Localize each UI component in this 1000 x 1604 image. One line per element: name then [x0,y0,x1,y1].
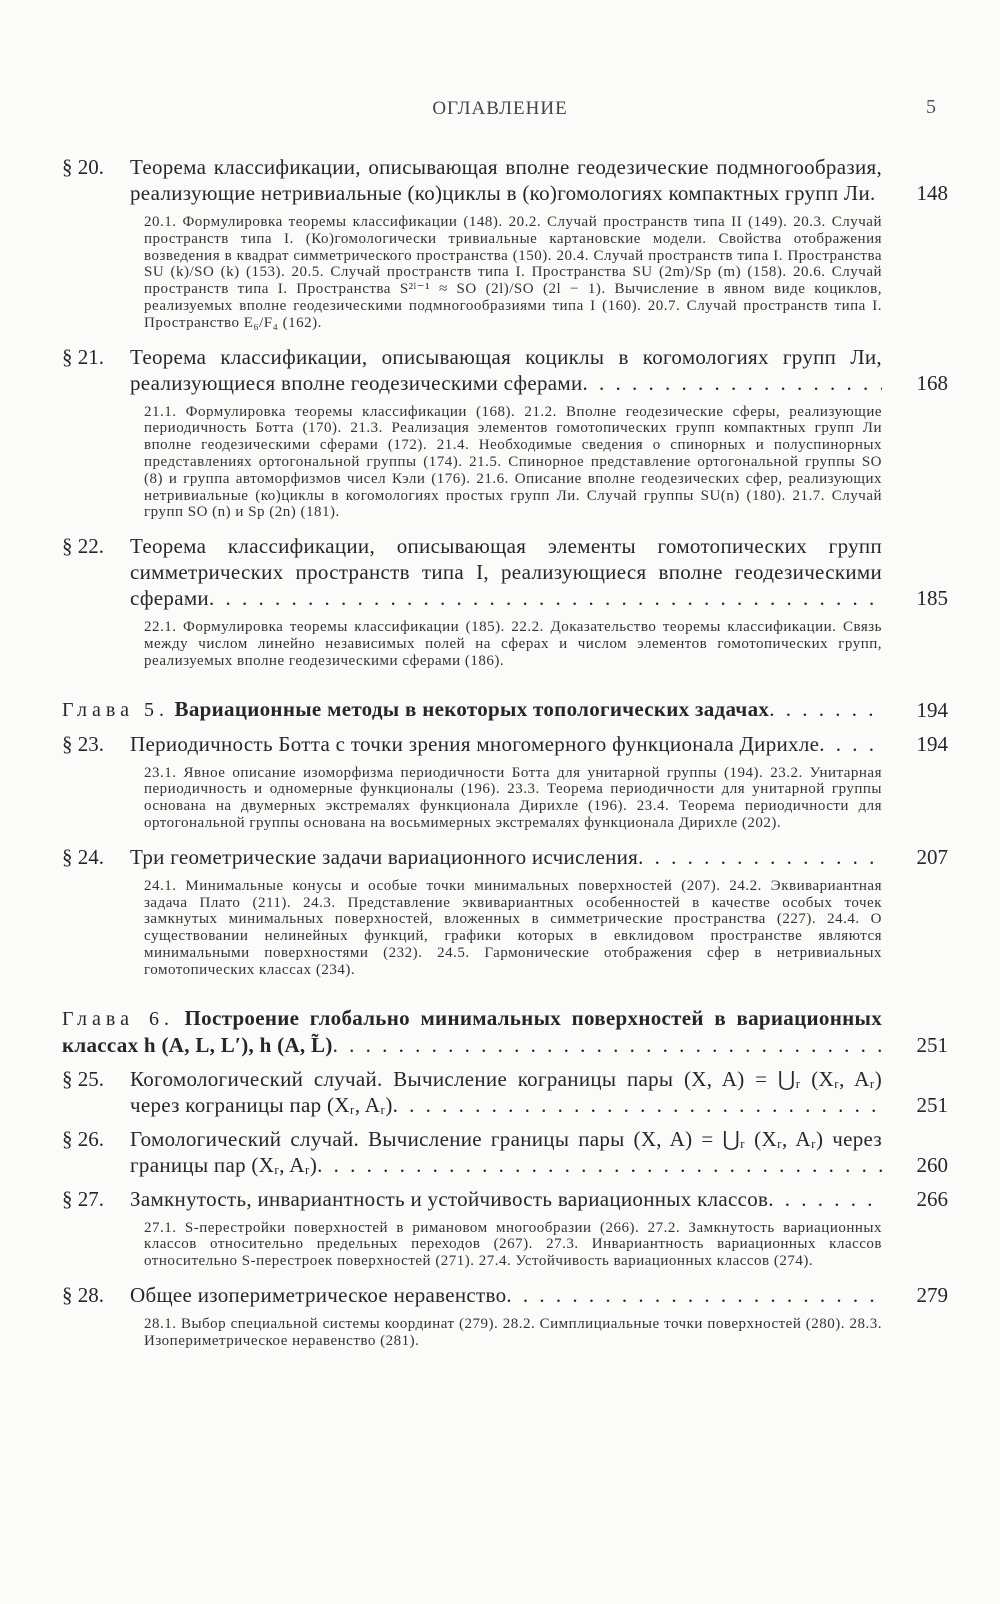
section-title-text: Теорема классификации, описывающая элементы гомотопических групп симметрических пространств типа I, реализующиеся вполне геодезическими сферами [130,534,882,611]
toc-page-number: 266 [916,1186,948,1211]
chapter-heading [62,696,882,723]
toc-chapter [62,696,948,723]
chapter-title: Вариационные методы в некоторых топологических задачах [174,696,770,721]
section-number: § 23. [62,731,104,756]
section-number: § 24. [62,844,104,869]
running-header: ОГЛАВЛЕНИЕ [432,98,568,119]
section-title [130,533,882,611]
toc-page-number: 207 [916,844,948,869]
section-title-text: Три геометрические задачи вариационного исчисления [130,844,639,869]
section-title [130,1066,882,1118]
subsection-list: 28.1. Выбор специальной системы координат (279). 28.2. Симплициальные точки поверхностей (280). 28.3. Изопериметрическое неравенство (281). [144,1315,882,1349]
toc-section [62,1186,948,1274]
chapter-label: Глава 6. [62,1007,174,1030]
section-number: § 27. [62,1186,104,1211]
toc-chapter [62,1005,948,1058]
subsection-list: 21.1. Формулировка теоремы классификации (168). 21.2. Вполне геодезические сферы, реализующие периодичность Ботта (170). 21.3. Реализация элементов гомотопических групп компактных групп Ли вполне геодезическими сферами (172). 21.4. Необходимые сведения о спинорных и полуспинорных представлениях ортогональной группы (174). 21.5. Спинорное представление ортогональной группы SO (8) и группа автоморфизмов чисел Кэли (176). 21.6. Описание вполне геодезических сфер, реализующих нетривиальные (ко)циклы в когомологиях простых групп Ли. Случай группы SU(n) (180). 21.7. Случай групп SO (n) и Sp (2n) (181). [144,403,882,521]
toc-section [62,154,948,336]
section-title-text: Периодичность Ботта с точки зрения многомерного функционала Дирихле [130,731,820,756]
chapter-title: Построение глобально минимальных поверхностей в вариационных классах h (A, L, L′), h (A, L̃) [62,1005,882,1057]
page-number: 5 [926,96,936,118]
section-number: § 22. [62,534,104,559]
toc-page-number: 168 [916,370,948,395]
section-title [130,731,882,757]
section-title-text: Гомологический случай. Вычисление границы пары (X, A) = ⋃ᵣ (Xᵣ, Aᵣ) через границы пар (Xᵣ, Aᵣ) [130,1126,882,1177]
section-number: § 20. [62,155,104,179]
subsection-list: 22.1. Формулировка теоремы классификации (185). 22.2. Доказательство теоремы классификации. Связь между числом линейно независимых полей на сферах и числом элементов гомотопических групп, реализуемых вполне геодезическими сферами (186). [144,619,882,669]
toc-page-number: 251 [916,1092,948,1117]
toc-section [62,844,948,983]
section-number: § 28. [62,1282,104,1307]
toc-page-number: 194 [916,731,948,756]
toc-section [62,344,948,526]
subsection-list: 23.1. Явное описание изоморфизма периодичности Ботта для унитарной группы (194). 23.2. Унитарная периодичность и одномерные функционалы (196). 23.3. Теорема периодичности для унитарной группы основана на двумерных экстремалях функционала Дирихле (196). 23.4. Теорема периодичности для ортогональной группы основана на восьмимерных экстремалях функционала Дирихле (202). [144,764,882,831]
chapter-label: Глава 5. [62,698,169,721]
toc-page-number: 279 [916,1282,948,1307]
toc-page-number: 185 [916,586,948,611]
toc-section [62,1126,948,1178]
toc-section [62,731,948,836]
section-number: § 21. [62,344,104,369]
section-title-text: Когомологический случай. Вычисление кограницы пары (X, A) = ⋃ᵣ (Xᵣ, Aᵣ) через кограницы пар (Xᵣ, Aᵣ) [130,1066,882,1117]
section-title-text: Теорема классификации, описывающая коциклы в когомологиях групп Ли, реализующиеся вполне геодезическими сферами [130,344,882,395]
table-of-contents [62,154,948,1362]
section-number: § 25. [62,1066,104,1091]
section-title-text: Общее изопериметрическое неравенство [130,1282,507,1307]
section-title [130,1186,882,1212]
subsection-list: 27.1. S-перестройки поверхностей в римановом многообразии (266). 27.2. Замкнутость вариационных классов относительно предельных переходов (267). 27.3. Инвариантность вариационных классов относительно S-перестроек поверхностей (271). 27.4. Устойчивость вариационных классов (274). [144,1219,882,1270]
toc-section [62,1066,948,1118]
section-title [130,154,882,206]
toc-page-number: 194 [916,697,948,722]
section-title-text: Замкнутость, инвариантность и устойчивость вариационных классов [130,1186,769,1211]
toc-page-number: 260 [916,1152,948,1177]
toc-section [62,1282,948,1354]
subsection-list: 24.1. Минимальные конусы и особые точки минимальных поверхностей (207). 24.2. Эквивариантная задача Плато (211). 24.3. Представление эквивариантных особенностей в качестве особых точек замкнутых минимальных поверхностей, вложенных в симметрические пространства (227). 24.4. О существовании нелинейных функций, графики которых в евклидовом пространстве являются минимальными поверхностями (232). 24.5. Гармонические отображения сфер в нетривиальных гомотопических классах (234). [144,877,882,978]
toc-page-number: 251 [916,1032,948,1057]
subsection-list: 20.1. Формулировка теоремы классификации (148). 20.2. Случай пространств типа II (149). 20.3. Случай пространств типа I. (Ко)гомологически тривиальные картановские модели. Свойства отображения возведения в квадрат симметрического пространства (150). 20.4. Случай пространств типа I. Пространства SU (k)/SO (k) (153). 20.5. Случай пространств типа I. Пространства SU (2m)/Sp (m) (158). 20.6. Случай пространств типа I. Пространства S²ˡ⁻¹ ≈ SO (2l)/SO (2l − 1). Вычисление в явном виде коциклов, реализуемых вполне геодезическими подмногообразиями типа I (160). 20.7. Случай пространств типа I. Пространство E₆/F₄ (162). [144,214,882,331]
toc-page-number: 148 [916,181,948,205]
section-title [130,344,882,396]
section-title [130,1126,882,1178]
chapter-heading [62,1005,882,1058]
toc-section [62,533,948,673]
section-title [130,844,882,870]
section-number: § 26. [62,1126,104,1151]
section-title-text: Теорема классификации, описывающая вполне геодезические подмногообразия, реализующие нетривиальные (ко)циклы в (ко)гомологиях компактных групп Ли [130,155,882,205]
section-title [130,1282,882,1308]
